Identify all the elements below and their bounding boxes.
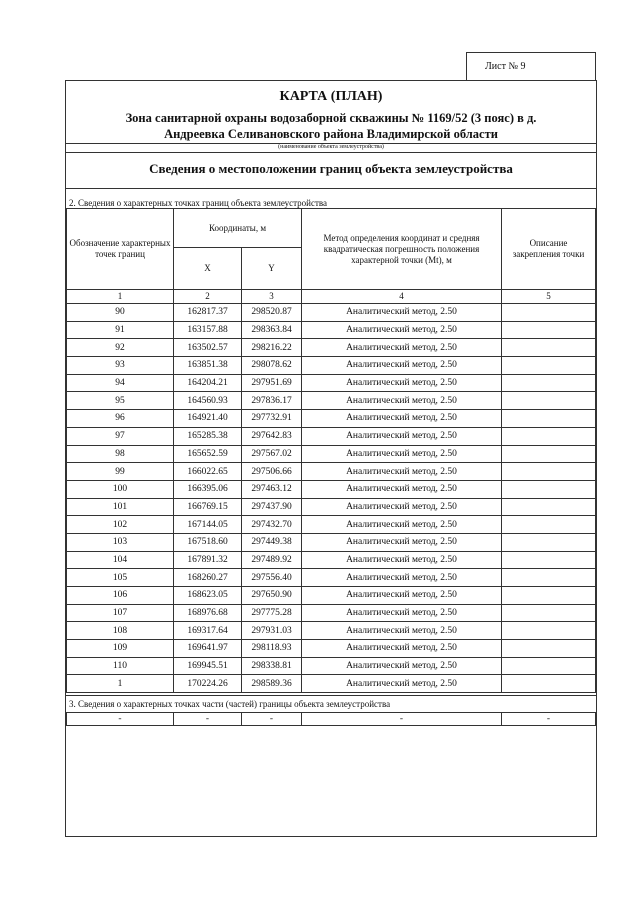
y-coord-cell: 298078.62 xyxy=(242,357,302,375)
point-id-cell: 101 xyxy=(67,498,174,516)
method-cell: Аналитический метод, 2.50 xyxy=(302,657,502,675)
column-number: 3 xyxy=(242,290,302,304)
point-id-cell: 109 xyxy=(67,640,174,658)
table-row xyxy=(67,410,596,428)
point-id-cell: 91 xyxy=(67,321,174,339)
table-row xyxy=(67,427,596,445)
method-cell: Аналитический метод, 2.50 xyxy=(302,675,502,693)
method-cell: Аналитический метод, 2.50 xyxy=(302,587,502,605)
table-row xyxy=(67,675,596,693)
point-id-cell: 103 xyxy=(67,533,174,551)
table-row xyxy=(67,622,596,640)
x-coord-cell: 169641.97 xyxy=(174,640,242,658)
point-id-cell: 105 xyxy=(67,569,174,587)
x-coord-cell: 166769.15 xyxy=(174,498,242,516)
point-id-cell: 97 xyxy=(67,427,174,445)
method-cell: Аналитический метод, 2.50 xyxy=(302,533,502,551)
y-coord-cell: 297836.17 xyxy=(242,392,302,410)
method-cell: Аналитический метод, 2.50 xyxy=(302,480,502,498)
x-coord-cell: 166395.06 xyxy=(174,480,242,498)
x-coord-cell: 169317.64 xyxy=(174,622,242,640)
point-id-cell: 93 xyxy=(67,357,174,375)
y-coord-cell: 297556.40 xyxy=(242,569,302,587)
method-cell: Аналитический метод, 2.50 xyxy=(302,640,502,658)
point-id-cell: 104 xyxy=(67,551,174,569)
method-cell: Аналитический метод, 2.50 xyxy=(302,516,502,534)
column-number: 5 xyxy=(502,290,596,304)
table-row xyxy=(67,357,596,375)
x-coord-cell: 168260.27 xyxy=(174,569,242,587)
method-cell: Аналитический метод, 2.50 xyxy=(302,392,502,410)
y-coord-cell: 298363.84 xyxy=(242,321,302,339)
method-cell: Аналитический метод, 2.50 xyxy=(302,357,502,375)
section3-cell: - xyxy=(67,713,174,726)
table-row xyxy=(67,551,596,569)
section2-label: 2. Сведения о характерных точках границ объекта землеустройства xyxy=(69,198,328,208)
x-coord-cell: 163157.88 xyxy=(174,321,242,339)
description-cell xyxy=(502,604,596,622)
x-coord-cell: 166022.65 xyxy=(174,463,242,481)
header-y: Y xyxy=(242,248,302,290)
y-coord-cell: 297931.03 xyxy=(242,622,302,640)
description-cell xyxy=(502,587,596,605)
point-id-cell: 108 xyxy=(67,622,174,640)
method-cell: Аналитический метод, 2.50 xyxy=(302,445,502,463)
method-cell: Аналитический метод, 2.50 xyxy=(302,498,502,516)
x-coord-cell: 164204.21 xyxy=(174,374,242,392)
x-coord-cell: 162817.37 xyxy=(174,304,242,322)
description-cell xyxy=(502,480,596,498)
column-number: 2 xyxy=(174,290,242,304)
table-row xyxy=(67,640,596,658)
description-cell xyxy=(502,357,596,375)
x-coord-cell: 165652.59 xyxy=(174,445,242,463)
y-coord-cell: 297463.12 xyxy=(242,480,302,498)
point-id-cell: 100 xyxy=(67,480,174,498)
point-id-cell: 95 xyxy=(67,392,174,410)
object-name-caption: (наименование объекта землеустройства) xyxy=(278,144,384,150)
column-number: 4 xyxy=(302,290,502,304)
y-coord-cell: 297650.90 xyxy=(242,587,302,605)
point-id-cell: 1 xyxy=(67,675,174,693)
y-coord-cell: 298338.81 xyxy=(242,657,302,675)
y-coord-cell: 297951.69 xyxy=(242,374,302,392)
y-coord-cell: 298216.22 xyxy=(242,339,302,357)
section3-cell: - xyxy=(174,713,242,726)
description-cell xyxy=(502,516,596,534)
x-coord-cell: 164560.93 xyxy=(174,392,242,410)
point-id-cell: 102 xyxy=(67,516,174,534)
section3-label: 3. Сведения о характерных точках части (частей) границы объекта землеустройства xyxy=(66,695,596,712)
x-coord-cell: 167144.05 xyxy=(174,516,242,534)
y-coord-cell: 297775.28 xyxy=(242,604,302,622)
y-coord-cell: 297432.70 xyxy=(242,516,302,534)
method-cell: Аналитический метод, 2.50 xyxy=(302,339,502,357)
y-coord-cell: 297449.38 xyxy=(242,533,302,551)
x-coord-cell: 169945.51 xyxy=(174,657,242,675)
header-x: X xyxy=(174,248,242,290)
method-cell: Аналитический метод, 2.50 xyxy=(302,427,502,445)
x-coord-cell: 168623.05 xyxy=(174,587,242,605)
y-coord-cell: 297437.90 xyxy=(242,498,302,516)
description-cell xyxy=(502,321,596,339)
x-coord-cell: 167518.60 xyxy=(174,533,242,551)
x-coord-cell: 163502.57 xyxy=(174,339,242,357)
point-id-cell: 90 xyxy=(67,304,174,322)
y-coord-cell: 297567.02 xyxy=(242,445,302,463)
sheet-number: Лист № 9 xyxy=(466,52,596,81)
description-cell xyxy=(502,304,596,322)
description-cell xyxy=(502,675,596,693)
point-id-cell: 98 xyxy=(67,445,174,463)
table-row xyxy=(67,463,596,481)
description-cell xyxy=(502,445,596,463)
method-cell: Аналитический метод, 2.50 xyxy=(302,463,502,481)
boundary-points-table xyxy=(66,208,596,693)
x-coord-cell: 165285.38 xyxy=(174,427,242,445)
header-point: Обозначение характерных точек границ xyxy=(67,209,174,290)
x-coord-cell: 164921.40 xyxy=(174,410,242,428)
point-id-cell: 92 xyxy=(67,339,174,357)
header-description: Описание закрепления точки xyxy=(502,209,596,290)
table-row xyxy=(67,604,596,622)
description-cell xyxy=(502,640,596,658)
x-coord-cell: 163851.38 xyxy=(174,357,242,375)
object-name-line2: Андреевка Селивановского района Владимирской области xyxy=(164,127,498,141)
y-coord-cell: 298520.87 xyxy=(242,304,302,322)
header-method: Метод определения координат и средняя квадратическая погрешность положения характерной точки (Mt), м xyxy=(302,209,502,290)
y-coord-cell: 297732.91 xyxy=(242,410,302,428)
x-coord-cell: 167891.32 xyxy=(174,551,242,569)
description-cell xyxy=(502,533,596,551)
table-row xyxy=(67,480,596,498)
point-id-cell: 110 xyxy=(67,657,174,675)
description-cell xyxy=(502,427,596,445)
doc-title: КАРТА (ПЛАН) xyxy=(279,89,383,104)
method-cell: Аналитический метод, 2.50 xyxy=(302,321,502,339)
point-id-cell: 106 xyxy=(67,587,174,605)
method-cell: Аналитический метод, 2.50 xyxy=(302,374,502,392)
point-id-cell: 96 xyxy=(67,410,174,428)
y-coord-cell: 297489.92 xyxy=(242,551,302,569)
header-coords: Координаты, м xyxy=(174,209,302,248)
column-number: 1 xyxy=(67,290,174,304)
table-row xyxy=(67,304,596,322)
description-cell xyxy=(502,498,596,516)
x-coord-cell: 170224.26 xyxy=(174,675,242,693)
y-coord-cell: 298118.93 xyxy=(242,640,302,658)
table-row xyxy=(67,533,596,551)
object-name-line1: Зона санитарной охраны водозаборной скважины № 1169/52 (3 пояс) в д. xyxy=(125,111,537,125)
table-row xyxy=(67,445,596,463)
section3-cell: - xyxy=(302,713,502,726)
table-row xyxy=(67,392,596,410)
section3-cell: - xyxy=(242,713,302,726)
description-cell xyxy=(502,339,596,357)
point-id-cell: 94 xyxy=(67,374,174,392)
y-coord-cell: 298589.36 xyxy=(242,675,302,693)
document-frame xyxy=(65,80,597,837)
x-coord-cell: 168976.68 xyxy=(174,604,242,622)
method-cell: Аналитический метод, 2.50 xyxy=(302,410,502,428)
method-cell: Аналитический метод, 2.50 xyxy=(302,622,502,640)
section3 xyxy=(66,695,596,726)
description-cell xyxy=(502,569,596,587)
description-cell xyxy=(502,657,596,675)
y-coord-cell: 297642.83 xyxy=(242,427,302,445)
table-row xyxy=(67,374,596,392)
method-cell: Аналитический метод, 2.50 xyxy=(302,304,502,322)
method-cell: Аналитический метод, 2.50 xyxy=(302,604,502,622)
description-cell xyxy=(502,374,596,392)
description-cell xyxy=(502,410,596,428)
y-coord-cell: 297506.66 xyxy=(242,463,302,481)
table-row xyxy=(67,516,596,534)
method-cell: Аналитический метод, 2.50 xyxy=(302,569,502,587)
table-row xyxy=(67,321,596,339)
description-cell xyxy=(502,463,596,481)
point-id-cell: 99 xyxy=(67,463,174,481)
table-row xyxy=(67,587,596,605)
method-cell: Аналитический метод, 2.50 xyxy=(302,551,502,569)
description-cell xyxy=(502,551,596,569)
description-cell xyxy=(502,622,596,640)
point-id-cell: 107 xyxy=(67,604,174,622)
table-row xyxy=(67,498,596,516)
section3-cell: - xyxy=(502,713,596,726)
section3-table xyxy=(66,712,596,726)
table-row xyxy=(67,569,596,587)
table-row xyxy=(67,657,596,675)
table-row xyxy=(67,339,596,357)
description-cell xyxy=(502,392,596,410)
section-title: Сведения о местоположении границ объекта землеустройства xyxy=(149,161,513,176)
